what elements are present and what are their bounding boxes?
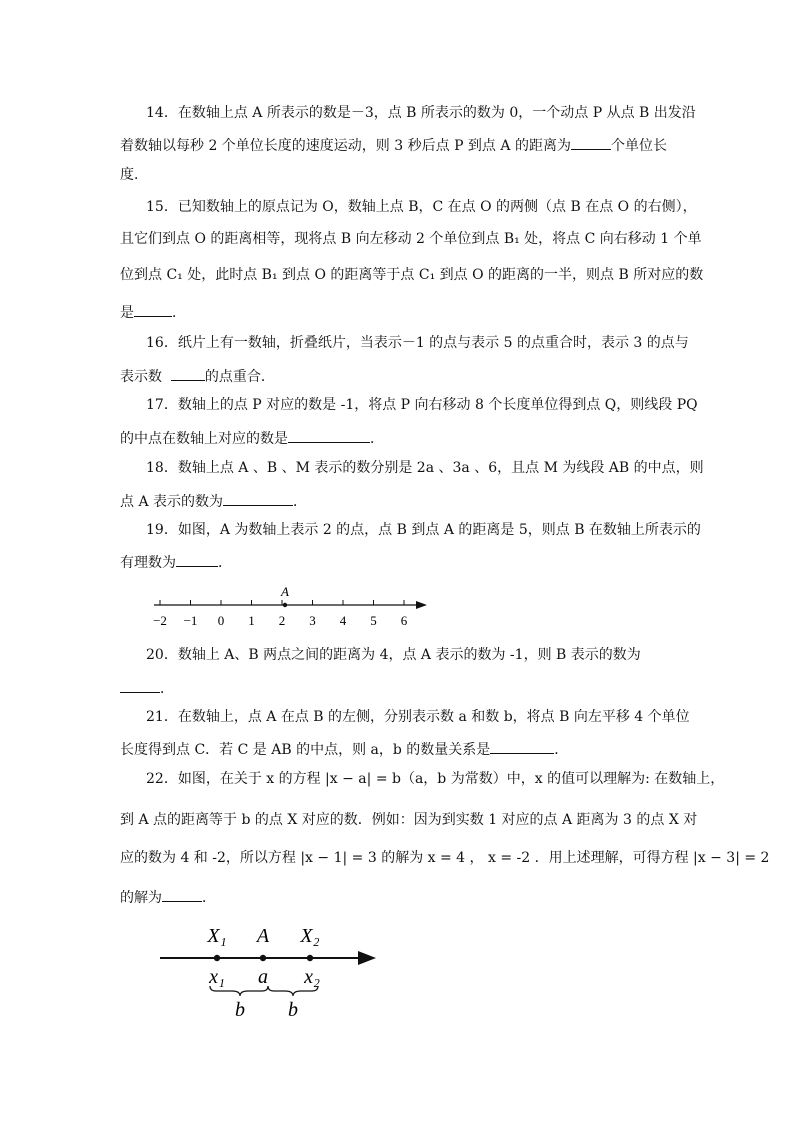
- x1-bottom-label: x₁: [209, 966, 225, 988]
- q19-answer-blank[interactable]: [176, 552, 218, 567]
- number-line-arrow: [416, 601, 427, 609]
- q18-text: 点 A 表示的数为: [120, 494, 224, 510]
- left-b-label: b: [235, 999, 245, 1021]
- q14-text: 着数轴以每秒 2 个单位长度的速度运动，则 3 秒后点 P 到点 A 的距离为: [120, 138, 571, 154]
- a-bottom-label: a: [258, 966, 268, 988]
- q22-line-3: 应的数为 4 和 -2，所以方程 |x − 1| = 3 的解为 x = 4 ， x = -2 ．用上述理解，可得方程 |x − 3| = 2: [120, 850, 770, 866]
- q19-text-tail: ．: [218, 555, 232, 571]
- x2-dot: [307, 955, 313, 961]
- q20-line-2: [120, 678, 174, 698]
- q15-line-2: 且它们到点 O 的距离相等，现将点 B 向左移动 2 个单位到点 B₁ 处，将点 C 向右移动 1 个单: [120, 231, 702, 247]
- q14-answer-blank[interactable]: [571, 135, 611, 150]
- q17-text-tail: ．: [370, 431, 384, 447]
- q16-text: 表示数: [120, 369, 162, 385]
- q22-line-1: 22．如图，在关于 x 的方程 |x − a| = b（a，b 为常数）中，x 的值可以理解为: 在数轴上，: [146, 771, 725, 787]
- q17-text: 的中点在数轴上对应的数是: [120, 431, 288, 447]
- q22-line-2: 到 A 点的距离等于 b 的点 X 对应的数．例如：因为到实数 1 对应的点 A 距离为 3 的点 X 对: [120, 812, 698, 828]
- tick-label: 3: [309, 613, 316, 628]
- q19-number-line-figure: [140, 582, 440, 632]
- q22-text: 的解为: [120, 890, 162, 906]
- q19-text: 有理数为: [120, 555, 176, 571]
- q22-line-4: [120, 887, 216, 907]
- q19-line-2: [120, 552, 232, 572]
- q14-line-1: 14．在数轴上点 A 所表示的数是－3，点 B 所表示的数为 0，一个动点 P 从点 B 出发沿: [146, 105, 696, 121]
- tick-label: 4: [339, 613, 347, 628]
- tick-label: −1: [183, 613, 198, 628]
- q22-text-tail: ．: [202, 890, 216, 906]
- tick-label: 0: [217, 613, 225, 628]
- q15-text-tail: ．: [172, 305, 186, 321]
- q18-line-1: 18．数轴上点 A 、B 、M 表示的数分别是 2a 、3a 、6，且点 M 为线段 AB 的中点，则: [146, 460, 704, 476]
- q15-answer-blank[interactable]: [134, 302, 172, 317]
- q19-line-1: 19．如图，A 为数轴上表示 2 的点，点 B 到点 A 的距离是 5，则点 B 在数轴上所表示的: [146, 522, 701, 538]
- tick-label: 1: [248, 613, 255, 628]
- tick-label: −2: [153, 613, 167, 628]
- q17-line-2: [120, 428, 384, 448]
- tick-label: 2: [278, 613, 286, 628]
- q21-text: 长度得到点 C．若 C 是 AB 的中点，则 a，b 的数量关系是: [120, 742, 491, 758]
- tick-label: 5: [370, 613, 377, 628]
- right-b-label: b: [288, 999, 298, 1021]
- q18-answer-blank[interactable]: [223, 491, 293, 506]
- q16-answer-blank[interactable]: [171, 366, 205, 381]
- line-arrow: [358, 951, 376, 965]
- q16-line-1: 16．纸片上有一数轴，折叠纸片，当表示－1 的点与表示 5 的点重合时，表示 3 的点与: [146, 335, 689, 351]
- q20-answer-blank[interactable]: [120, 678, 160, 693]
- q22-figure: [150, 918, 390, 1028]
- x2-bottom-label: x₂: [304, 966, 320, 988]
- q21-line-1: 21．在数轴上，点 A 在点 B 的左侧，分别表示数 a 和数 b，将点 B 向左平移 4 个单位: [146, 709, 690, 725]
- q17-answer-blank[interactable]: [288, 428, 370, 443]
- x2-top-label: X₂: [300, 925, 320, 947]
- q15-line-3: 位到点 C₁ 处，此时点 B₁ 到点 O 的距离等于点 C₁ 到点 O 的距离的一半，则点 B 所对应的数: [120, 267, 704, 283]
- q21-text-tail: ．: [554, 742, 569, 758]
- a-dot: [260, 955, 266, 961]
- number-line-ticks: [153, 600, 408, 628]
- q18-line-2: [120, 491, 307, 511]
- q15-line-1: 15．已知数轴上的原点记为 O，数轴上点 B，C 在点 O 的两侧（点 B 在点 O 的右侧），: [146, 199, 697, 215]
- q21-line-2: [120, 739, 568, 759]
- q15-line-4: [120, 302, 186, 322]
- x1-top-label: X₁: [207, 925, 227, 947]
- q14-line-3: 度．: [120, 167, 148, 183]
- q20-text-tail: ．: [160, 681, 174, 697]
- q14-text-tail: 个单位长: [610, 138, 667, 154]
- point-a-dot: [283, 603, 287, 607]
- point-a-label: A: [281, 584, 289, 599]
- tick-label: 6: [400, 613, 408, 628]
- q18-text-tail: ．: [293, 494, 308, 510]
- a-top-label: A: [256, 925, 270, 947]
- q20-line-1: 20．数轴上 A、B 两点之间的距离为 4，点 A 表示的数为 -1，则 B 表示的数为: [146, 647, 641, 663]
- q17-line-1: 17．数轴上的点 P 对应的数是 -1，将点 P 向右移动 8 个长度单位得到点 Q，则线段 PQ: [146, 397, 698, 413]
- q14-line-2: [120, 135, 667, 155]
- q16-line-2: [120, 366, 275, 386]
- q21-answer-blank[interactable]: [490, 739, 554, 754]
- q16-text-tail: 的点重合．: [204, 369, 275, 385]
- x1-dot: [214, 955, 220, 961]
- q15-text: 是: [120, 305, 134, 321]
- q22-answer-blank[interactable]: [162, 887, 202, 902]
